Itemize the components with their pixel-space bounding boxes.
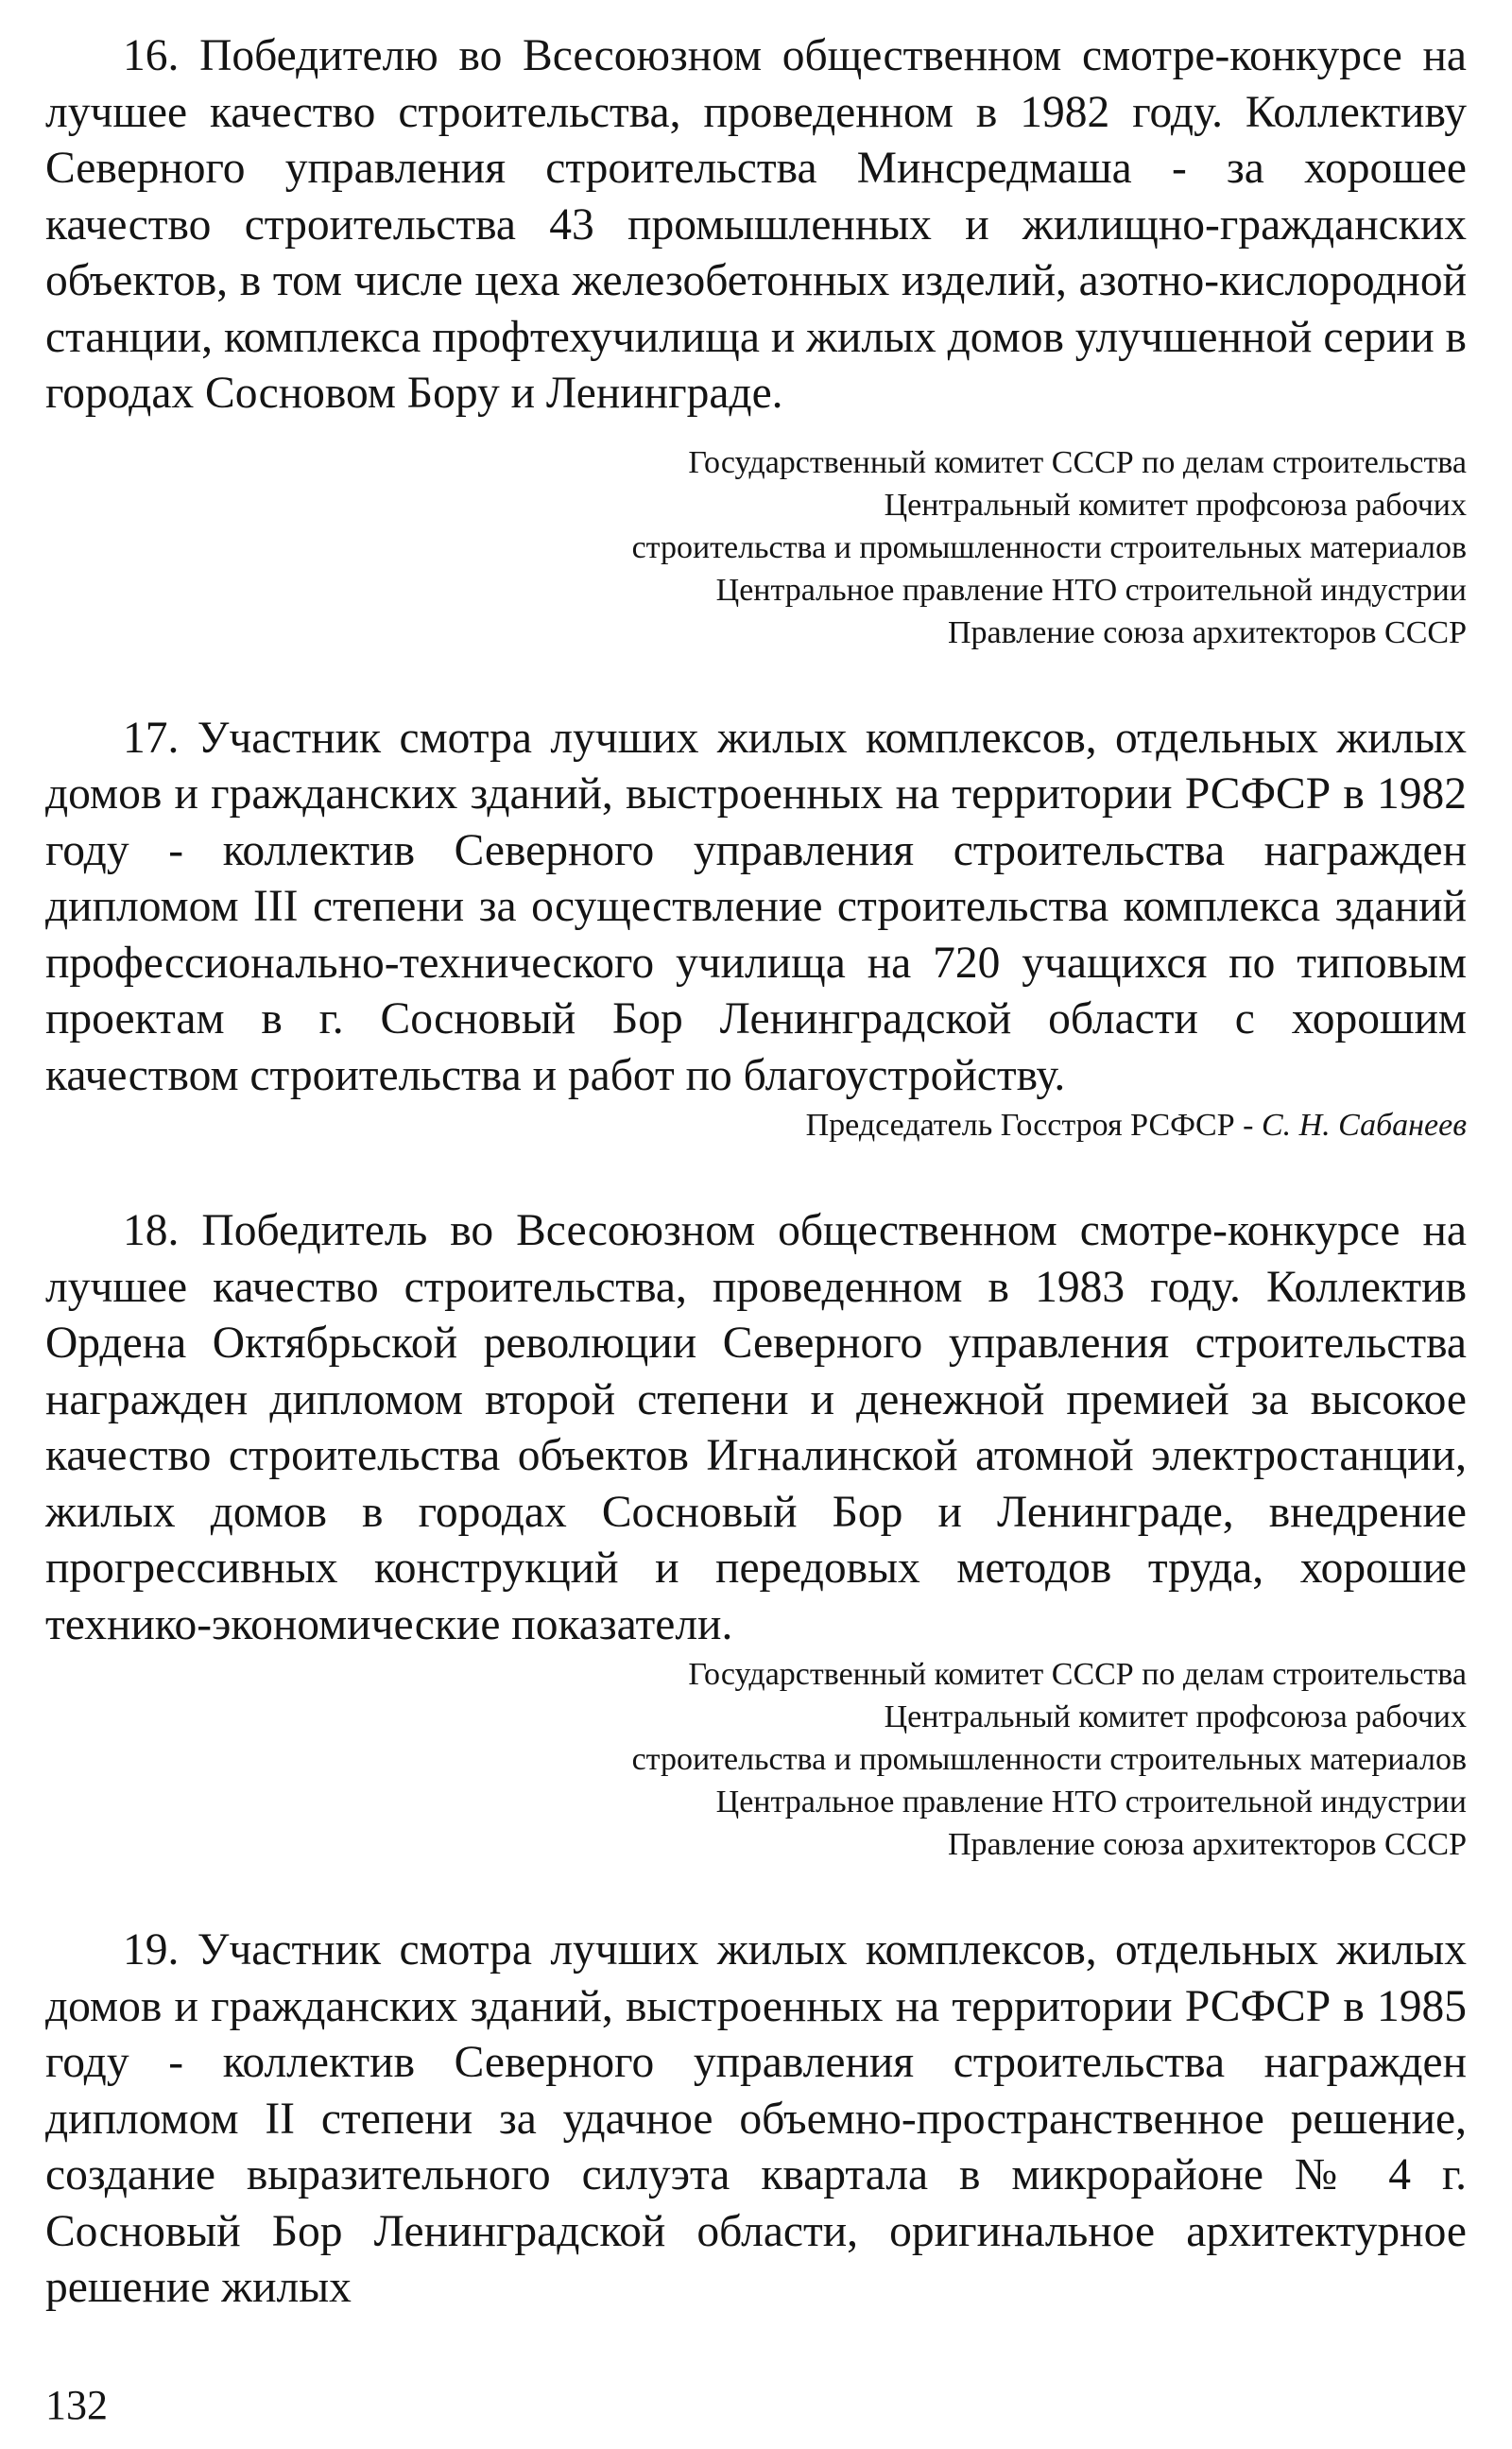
- spacer: [45, 1866, 1467, 1923]
- item-18-text: 18. Победитель во Всесоюзном общественном смотре-конкурсе на лучшее качество строительства, проведенном в 1983 году. Коллектив Ордена Октябрьской революции Северного управления строительства награжден дипломом второй степени и денежной премией за высокое качество строительства объектов Игналинской атомной электростанции, жилых домов в городах Сосновый Бор и Ленинграде, внедрение прогрессивных конструкций и передовых методов труда, хорошие технико-экономические показатели.: [45, 1206, 1467, 1649]
- signatory-line: строительства и промышленности строительных материалов: [631, 529, 1467, 565]
- item-19-text: 19. Участник смотра лучших жилых комплексов, отдельных жилых домов и гражданских зданий, выстроенных на территории РСФСР в 1985 году - коллектив Северного управления строительства награжден дипломом II степени за удачное объемно-пространственное решение, создание выразительного силуэта квартала в микрорайоне № 4 г. Сосновый Бор Ленинградской области, оригинальное архитектурное решение жилых: [45, 1925, 1467, 2312]
- signatory-line: Правление союза архитекторов СССР: [947, 614, 1467, 650]
- award-item-17: [45, 711, 1467, 1147]
- signatory-line: Центральный комитет профсоюза рабочих: [884, 1699, 1467, 1734]
- spacer: [45, 1147, 1467, 1203]
- signatory-line: Государственный комитет СССР по делам строительства: [688, 1657, 1467, 1692]
- signatory-line: Центральное правление НТО строительной индустрии: [715, 1785, 1467, 1820]
- item-17-chairman: [45, 1104, 1467, 1147]
- signatory-line: Государственный комитет СССР по делам строительства: [688, 444, 1467, 480]
- signatory-line: Центральное правление НТО строительной индустрии: [715, 572, 1467, 608]
- award-item-16: [45, 28, 1467, 654]
- document-page: [45, 28, 1467, 2317]
- chairman-name: С. Н. Сабанеев: [1261, 1108, 1467, 1143]
- chairman-title: Председатель Госстроя РСФСР -: [805, 1108, 1262, 1143]
- item-17-text: 17. Участник смотра лучших жилых комплексов, отдельных жилых домов и гражданских зданий, выстроенных на территории РСФСР в 1982 году - коллектив Северного управления строительства награжден дипломом III степени за осуществление строительства комплекса зданий профессионально-технического училища на 720 учащихся по типовым проектам в г. Сосновый Бор Ленинградской области с хорошим качеством строительства и работ по благоустройству.: [45, 713, 1467, 1100]
- signatory-line: Правление союза архитекторов СССР: [947, 1827, 1467, 1862]
- signatory-line: Центральный комитет профсоюза рабочих: [884, 487, 1467, 523]
- signatory-line: строительства и промышленности строительных материалов: [631, 1742, 1467, 1777]
- spacer: [45, 654, 1467, 711]
- page-number: 132: [45, 2382, 108, 2428]
- award-item-18: [45, 1203, 1467, 1866]
- award-item-19: [45, 1923, 1467, 2317]
- item-18-signatories: [45, 1653, 1467, 1866]
- item-16-signatories: [45, 441, 1467, 654]
- item-16-text: 16. Победителю во Всесоюзном общественном смотре-конкурсе на лучшее качество строительства, проведенном в 1982 году. Коллективу Северного управления строительства Минсредмаша - за хорошее качество строительства 43 промышленных и жилищно-гражданских объектов, в том числе цеха железобетонных изделий, азотно-кислородной станции, комплекса профтехучилища и жилых домов улучшенной серии в городах Сосновом Бору и Ленинграде.: [45, 31, 1467, 418]
